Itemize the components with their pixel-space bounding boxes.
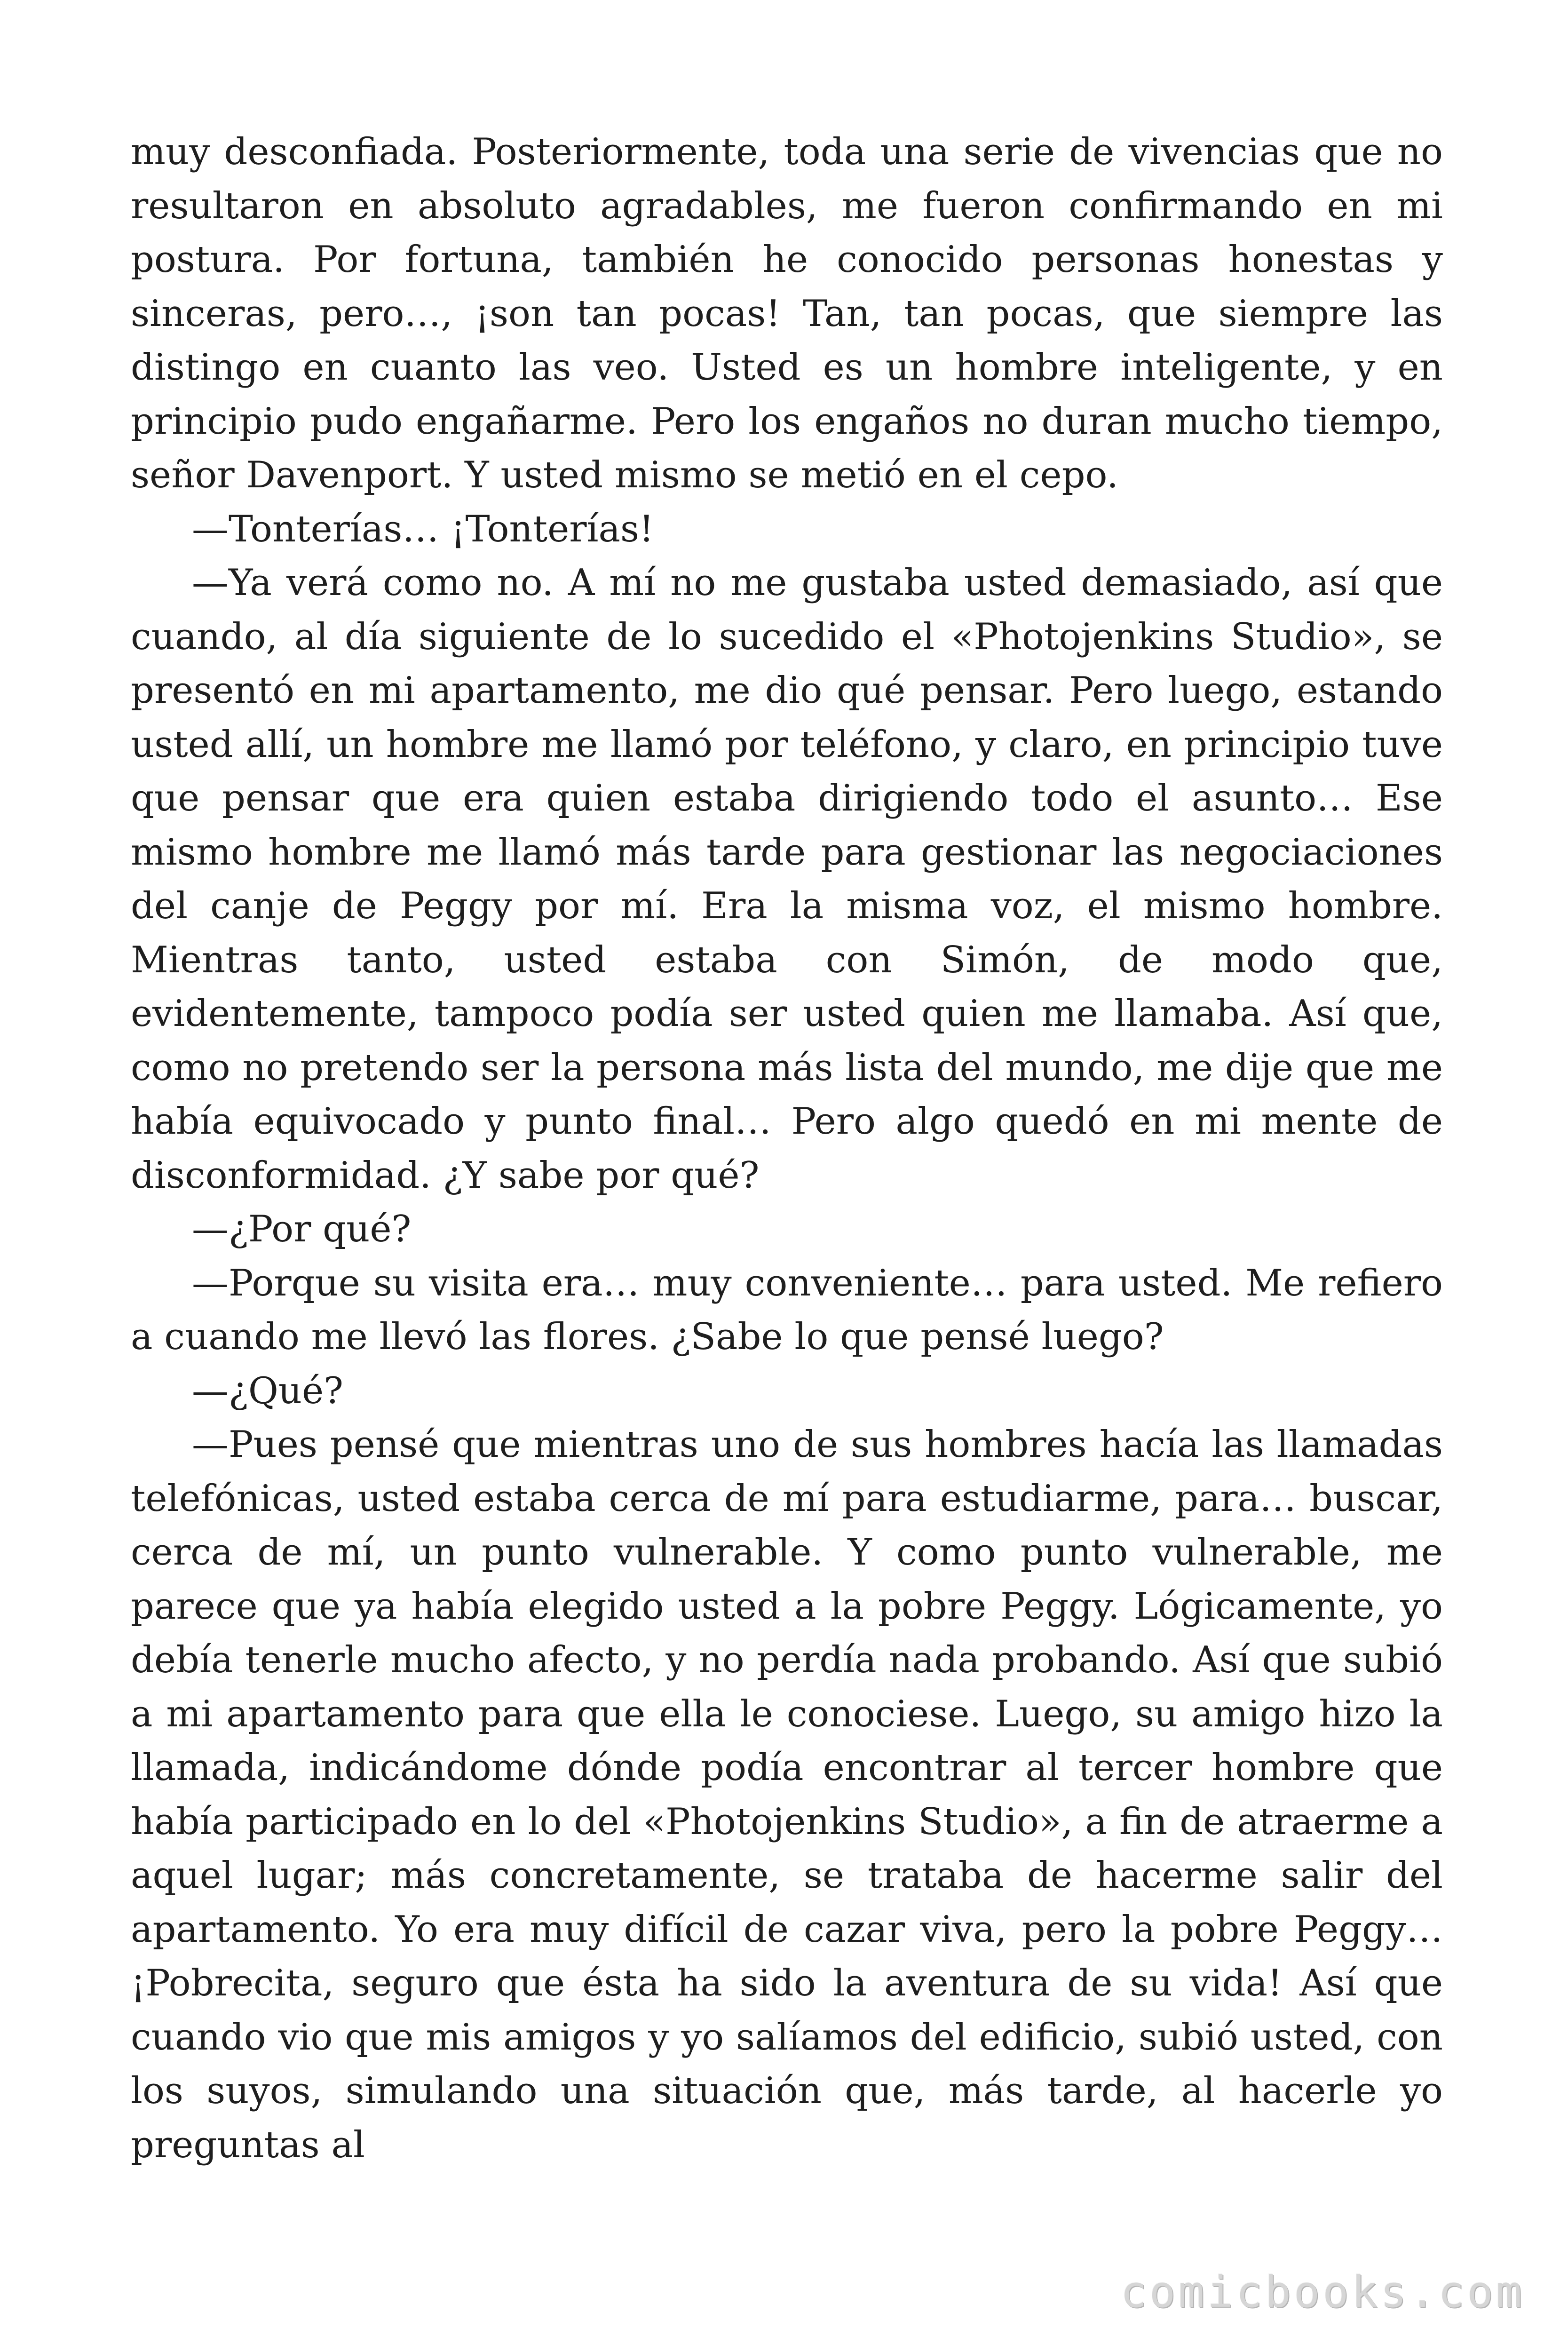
paragraph: muy desconfiada. Posteriormente, toda una serie de vivencias que no resultaron en absoluto agradables, me fueron confirmando en mi postura. Por fortuna, también he conocido personas honestas y sinceras, pero…, ¡son tan pocas! Tan, tan pocas, que siempre las distingo en cuanto las veo. Usted es un hombre inteligente, y en principio pudo engañarme. Pero los engaños no duran mucho tiempo, señor Davenport. Y usted mismo se metió en el cepo. <box>131 131 1443 496</box>
paragraph: —¿Qué? <box>192 1369 343 1412</box>
paragraph: —Ya verá como no. A mí no me gustaba usted demasiado, así que cuando, al día siguiente de lo sucedido el «Photojenkins Studio», se presentó en mi apartamento, me dio qué pensar. Pero luego, estando usted allí, un hombre me llamó por teléfono, y claro, en principio tuve que pensar que era quien estaba dirigiendo todo el asunto… Ese mismo hombre me llamó más tarde para gestionar las negociaciones del canje de Peggy por mí. Era la misma voz, el mismo hombre. Mientras tanto, usted estaba con Simón, de modo que, evidentemente, tampoco podía ser usted quien me llamaba. Así que, como no pretendo ser la persona más lista del mundo, me dije que me había equivocado y punto final… Pero algo quedó en mi mente de disconformidad. ¿Y sabe por qué? <box>131 562 1443 1197</box>
watermark: comicbooks.com <box>1120 2267 1525 2317</box>
paragraph: —Tonterías… ¡Tonterías! <box>192 508 654 550</box>
paragraph: —Pues pensé que mientras uno de sus hombres hacía las llamadas telefónicas, usted estaba cerca de mí para estudiarme, para… buscar, cerca de mí, un punto vulnerable. Y como punto vulnerable, me parece que ya había elegido usted a la pobre Peggy. Lógicamente, yo debía tenerle mucho afecto, y no perdía nada probando. Así que subió a mi apartamento para que ella le conociese. Luego, su amigo hizo la llamada, indicándome dónde podía encontrar al tercer hombre que había participado en lo del «Photojenkins Studio», a fin de atraerme a aquel lugar; más concretamente, se trataba de hacerme salir del apartamento. Yo era muy difícil de cazar viva, pero la pobre Peggy… ¡Pobrecita, seguro que ésta ha sido la aventura de su vida! Así que cuando vio que mis amigos y yo salíamos del edificio, subió usted, con los suyos, simulando una situación que, más tarde, al hacerle yo preguntas al <box>131 1423 1443 2166</box>
paragraph: —Porque su visita era… muy conveniente… para usted. Me refiero a cuando me llevó las flores. ¿Sabe lo que pensé luego? <box>131 1262 1443 1358</box>
paragraph: —¿Por qué? <box>192 1208 412 1250</box>
page-body-text <box>131 125 1443 2172</box>
